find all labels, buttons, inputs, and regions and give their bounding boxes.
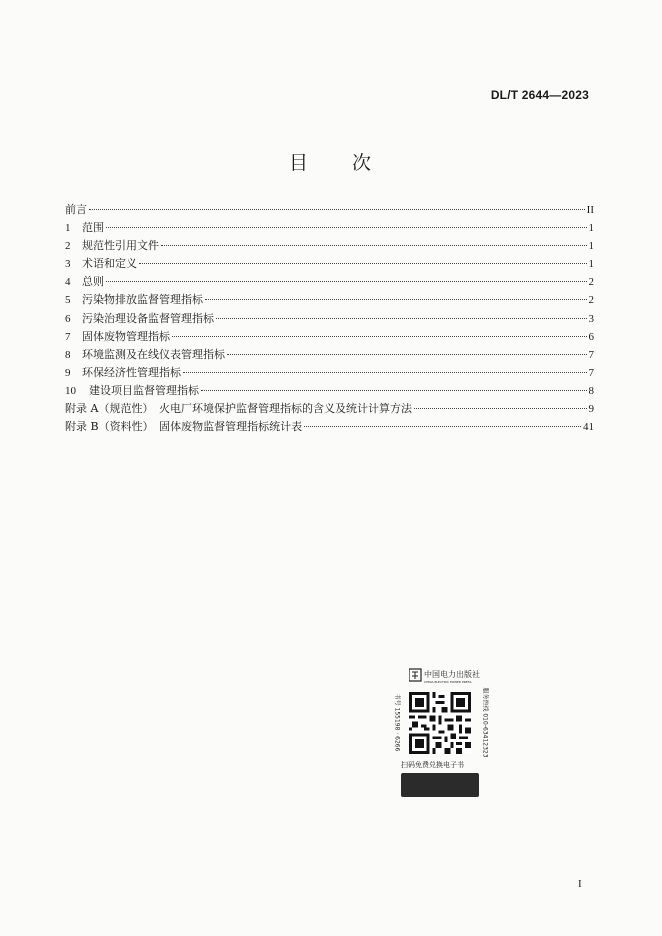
- toc-leader-dots: [172, 336, 587, 337]
- toc-leader-dots: [106, 227, 587, 228]
- toc-entry-number: 4: [65, 276, 71, 289]
- toc-leader-dots: [106, 281, 587, 282]
- toc-entry-label: 前言: [65, 203, 87, 216]
- page-title: 目 次: [288, 152, 373, 174]
- toc-leader-dots: [89, 209, 585, 210]
- toc-entry-10[interactable]: [65, 382, 594, 400]
- toc-entry-number: 9: [65, 366, 71, 379]
- toc-entry-number: 8: [65, 348, 71, 361]
- toc-entry-page: 7: [588, 348, 594, 361]
- toc-leader-dots: [216, 318, 587, 319]
- service-hotline: 服务热线 010-63412323: [481, 687, 489, 758]
- toc-entry-1[interactable]: [65, 219, 594, 237]
- toc-entry-number: 3: [65, 258, 71, 271]
- toc-leader-dots: [201, 390, 587, 391]
- toc-entry-7[interactable]: [65, 328, 594, 346]
- toc-entry-label: 附录 B（资料性） 固体废物监督管理指标统计表: [65, 420, 303, 434]
- toc-entry-page: 9: [588, 403, 594, 416]
- qr-code-icon[interactable]: [409, 692, 471, 754]
- toc-entry-number: 6: [65, 312, 71, 325]
- toc-entry-label: 环保经济性管理指标: [82, 365, 181, 379]
- toc-entry-label: 范围: [82, 221, 104, 235]
- toc-leader-dots: [183, 372, 587, 373]
- toc-entry-page: 3: [588, 312, 594, 325]
- toc-entry-number: 2: [65, 240, 71, 253]
- toc-entry-label: 规范性引用文件: [82, 239, 159, 253]
- publisher-name: 中国电力出版社: [424, 670, 480, 679]
- toc-entry-8[interactable]: [65, 346, 594, 364]
- toc-entry-appendix-a[interactable]: [65, 400, 594, 418]
- scratch-off-strip[interactable]: [401, 773, 479, 797]
- toc-entry-label: 总则: [82, 275, 104, 289]
- toc-entry-label: 污染物排放监督管理指标: [82, 293, 203, 307]
- toc-entry-page: II: [586, 204, 594, 216]
- toc-leader-dots: [161, 245, 587, 246]
- toc-entry-6[interactable]: [65, 310, 594, 328]
- toc-leader-dots: [414, 408, 587, 409]
- toc-entry-label: 附录 A（规范性） 火电厂环境保护监督管理指标的含义及统计计算方法: [65, 402, 412, 416]
- toc-leader-dots: [304, 426, 581, 427]
- toc-leader-dots: [139, 263, 587, 264]
- toc-entry-page: 6: [588, 330, 594, 343]
- page-number: I: [578, 878, 582, 890]
- toc-leader-dots: [227, 354, 587, 355]
- toc-entry-foreword[interactable]: [65, 201, 594, 219]
- toc-entry-5[interactable]: [65, 291, 594, 309]
- toc-entry-appendix-b[interactable]: [65, 418, 594, 436]
- toc-entry-page: 2: [588, 276, 594, 289]
- publisher-name-en: CHINA ELECTRIC POWER PRESS: [424, 680, 472, 684]
- toc-entry-page: 8: [588, 384, 594, 397]
- toc-entry-label: 环境监测及在线仪表管理指标: [82, 347, 225, 361]
- toc-entry-page: 1: [588, 240, 594, 253]
- toc-entry-3[interactable]: [65, 255, 594, 273]
- toc-entry-page: 2: [588, 294, 594, 307]
- toc-entry-number: 1: [65, 222, 71, 235]
- toc-entry-label: 术语和定义: [82, 257, 137, 271]
- toc-entry-number: 7: [65, 330, 71, 343]
- toc-entry-9[interactable]: [65, 364, 594, 382]
- isbn-text: 书号 155198 · 6266: [393, 693, 401, 752]
- toc-entry-page: 1: [588, 258, 594, 271]
- toc-entry-number: 5: [65, 294, 71, 307]
- ebook-qr-sticker: [391, 668, 487, 803]
- toc-entry-label: 固体废物管理指标: [82, 329, 170, 343]
- qr-caption: 扫码免费兑换电子书: [401, 761, 464, 769]
- toc-entry-number: 10: [65, 384, 76, 397]
- document-code: DL/T 2644—2023: [490, 88, 589, 102]
- toc-entry-4[interactable]: [65, 273, 594, 291]
- toc-leader-dots: [205, 299, 587, 300]
- toc-entry-label: 污染治理设备监督管理指标: [82, 311, 214, 325]
- toc-entry-2[interactable]: [65, 237, 594, 255]
- toc-entry-page: 41: [583, 421, 594, 434]
- table-of-contents: [65, 201, 594, 436]
- publisher-logo: [409, 668, 487, 684]
- toc-entry-page: 1: [588, 222, 594, 235]
- toc-entry-page: 7: [588, 366, 594, 379]
- toc-entry-label: 建设项目监督管理指标: [89, 383, 199, 397]
